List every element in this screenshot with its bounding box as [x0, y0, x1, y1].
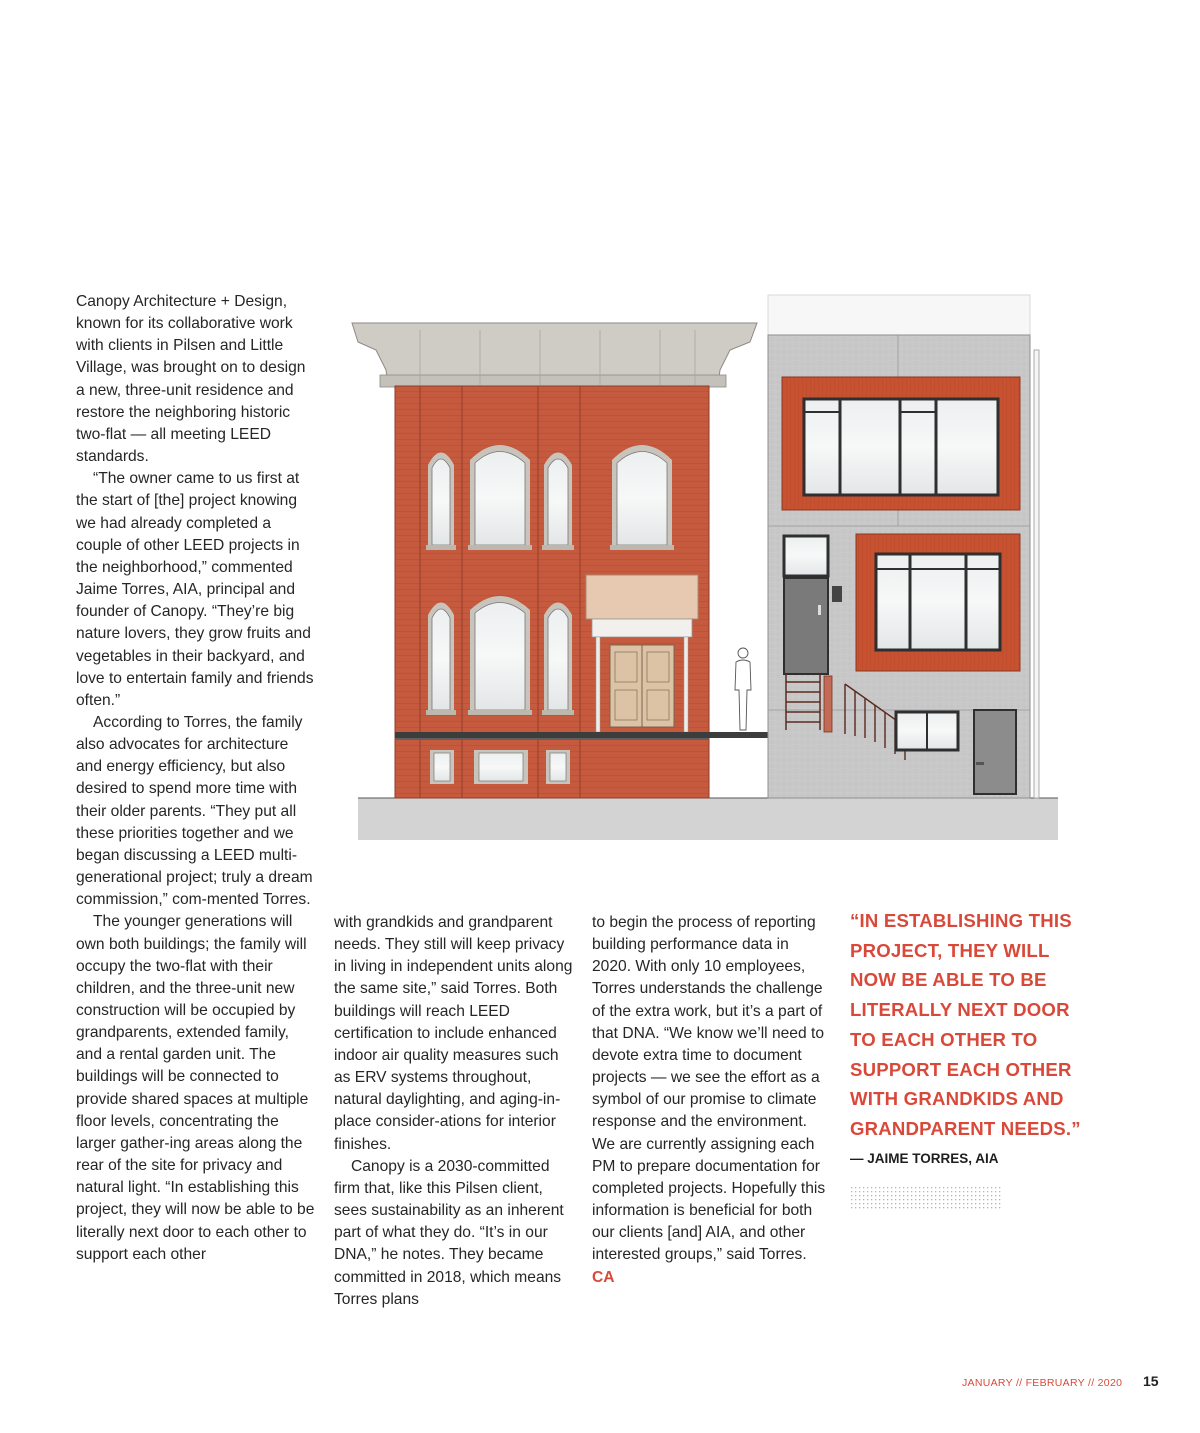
historic-two-flat: [352, 323, 757, 798]
pull-quote-attribution: — JAIME TORRES, AIA: [850, 1151, 999, 1166]
article-paragraph: Canopy is a 2030-committed firm that, like this Pilsen client, sees sustainability as an inherent part of what they do. “It’s in our DNA,” he notes. They became committed in 2018, which means Torres plans: [334, 1157, 564, 1308]
article-column-3: [592, 912, 832, 1289]
pull-quote-line: TO EACH OTHER TO: [850, 1028, 1038, 1050]
end-mark: CA: [592, 1268, 615, 1286]
pull-quote-line: GRANDPARENT NEEDS.”: [850, 1117, 1081, 1139]
article-paragraph: “The owner came to us first at the start of [the] project knowing we had already completed a couple of other LEED projects in the neighborhood,” commented Jaime Torres, AIA, principal and founder of Canopy. “They’re big nature lovers, they grow fruits and vegetables in their backyard, and love to entertain family and friends often.”: [76, 470, 314, 709]
article-text: to begin the process of reporting building performance data in 2020. With only 10 employees, Torres understands the challenge of the extra work, but it’s a part of that DNA. “We know we’ll need to devote extra time to document projects — we see the effort as a symbol of our promise to climate response and the environment. We are currently assigning each PM to prepare documentation for completed projects. Hopefully this information is beneficial for both our clients [and] AIA, and other interested groups,” said Torres.: [592, 914, 826, 1264]
article-paragraph: [592, 912, 832, 1289]
article-paragraph: According to Torres, the family also advocates for architecture and energy efficiency, but also desired to spend more time with their older parents. “They put all these priorities together and we began discussing a LEED multi-generational project; truly a dream commission,” com-mented Torres.: [76, 713, 313, 909]
issue-date: JANUARY // FEBRUARY // 2020: [962, 1377, 1123, 1389]
article-paragraph: Canopy Architecture + Design, known for its collaborative work with clients in Pilsen and Little Village, was brought on to design a new, three-unit residence and restore the neighboring historic two-flat — all meeting LEED standards.: [76, 293, 306, 466]
page-number: 15: [1143, 1373, 1159, 1389]
building-elevation-illustration: [350, 290, 1062, 845]
pull-quote: [850, 906, 1110, 1144]
article-paragraph: The younger generations will own both buildings; the family will occupy the two-flat with their children, and the three-unit new construction will be occupied by grandparents, extended family, and a rental garden unit. The buildings will be connected to provide shared spaces at multiple floor levels, concentrating the larger gather-ing areas along the rear of the site for privacy and natural light. “In establishing this project, they will now be able to be literally next door to each other to support each other: [76, 913, 315, 1263]
new-three-unit-residence: [768, 295, 1039, 798]
decorative-dot-pattern: [850, 1186, 1002, 1210]
pull-quote-line: NOW BE ABLE TO BE: [850, 969, 1047, 991]
pull-quote-line: LITERALLY NEXT DOOR: [850, 999, 1070, 1021]
pull-quote-line: “IN ESTABLISHING THIS: [850, 910, 1072, 931]
ground-section: [358, 798, 1058, 840]
pull-quote-line: SUPPORT EACH OTHER: [850, 1058, 1072, 1080]
pull-quote-line: WITH GRANDKIDS AND: [850, 1088, 1064, 1110]
pull-quote-line: PROJECT, THEY WILL: [850, 939, 1050, 961]
article-column-1: [76, 291, 316, 1266]
human-scale-figure: [735, 648, 751, 730]
article-paragraph: with grandkids and grandparent needs. They still will keep privacy in living in independent units along the same site,” said Torres. Both buildings will reach LEED certification to include enhanced indoor air quality measures such as ERV systems throughout, natural daylighting, and aging-in-place consider-ations for interior finishes.: [334, 914, 573, 1153]
article-column-2: [334, 912, 574, 1311]
